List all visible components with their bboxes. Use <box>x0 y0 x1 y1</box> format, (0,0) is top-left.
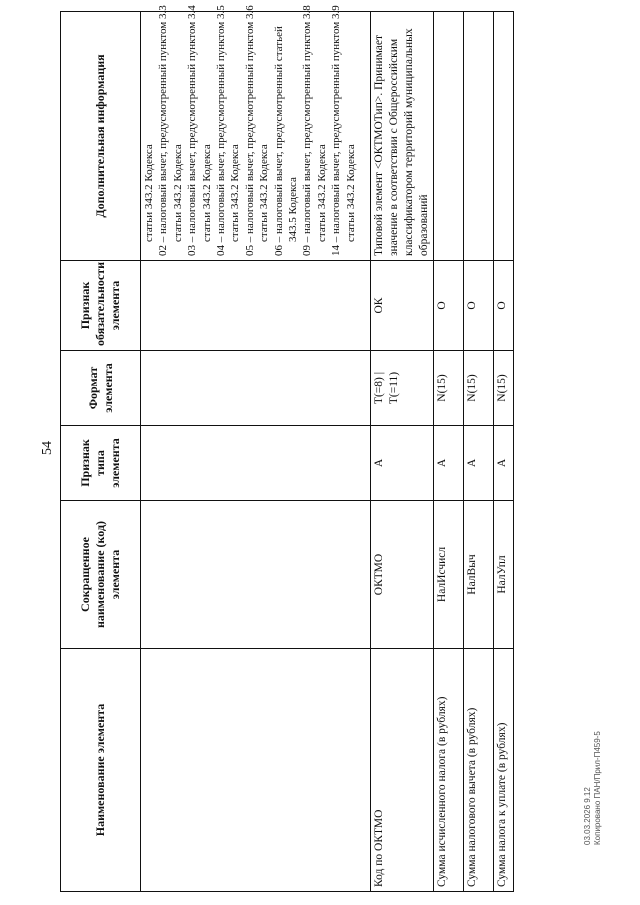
row-type: А <box>434 426 464 501</box>
row-format: N(15) <box>494 351 514 426</box>
rotated-table-container <box>60 5 508 892</box>
header-row <box>61 12 141 892</box>
header-format: Формат элемента <box>61 351 141 426</box>
continuation-row <box>141 12 371 892</box>
row-info <box>434 12 464 261</box>
table-row <box>494 12 514 892</box>
info-line: 343.5 Кодекса <box>287 177 300 242</box>
header-code: Сокращенное наименование (код) элемента <box>61 501 141 649</box>
info-line: 02 – налоговый вычет, предусмотренный пунктом 3.3 <box>157 5 170 256</box>
info-line: статьи 343.2 Кодекса <box>171 144 184 242</box>
row-format: T(=8) | T(=11) <box>371 351 434 426</box>
table-row <box>464 12 494 892</box>
info-line: статьи 343.2 Кодекса <box>200 144 213 242</box>
info-line: 09 – налоговый вычет, предусмотренный пунктом 3.8 <box>301 5 314 256</box>
row-required: О <box>434 261 464 351</box>
header-info: Дополнительная информация <box>61 12 141 261</box>
continuation-info <box>141 5 371 261</box>
row-type: А <box>494 426 514 501</box>
row-info: Типовой элемент <ОКТМОТип>. Принимает значение в соответствии с Общероссийским классификатором территорий муниципальных образований <box>371 12 434 261</box>
table-row <box>371 12 434 892</box>
row-name: Код по ОКТМО <box>371 649 434 892</box>
elements-table <box>60 5 514 892</box>
page-number: 54 <box>40 441 55 455</box>
info-line: статьи 343.2 Кодекса <box>344 144 357 242</box>
footer-stamp <box>583 731 603 845</box>
info-line: 06 – налоговый вычет, предусмотренный статьей <box>272 26 285 256</box>
row-required: О <box>464 261 494 351</box>
footer-copy-note: Копировано ПАН/Прил-П459-5 <box>593 731 602 845</box>
info-line: 05 – налоговый вычет, предусмотренный пунктом 3.6 <box>243 5 256 256</box>
info-line: статьи 343.2 Кодекса <box>315 144 328 242</box>
row-type: А <box>371 426 434 501</box>
row-info <box>494 12 514 261</box>
row-info <box>464 12 494 261</box>
row-format: N(15) <box>434 351 464 426</box>
row-name: Сумма налога к уплате (в рублях) <box>494 649 514 892</box>
row-name: Сумма исчисленного налога (в рублях) <box>434 649 464 892</box>
info-line: 14 – налоговый вычет, предусмотренный пунктом 3.9 <box>330 5 343 256</box>
row-type: А <box>464 426 494 501</box>
row-code: ОКТМО <box>371 501 434 649</box>
row-code: НалВыч <box>464 501 494 649</box>
info-line: 04 – налоговый вычет, предусмотренный пунктом 3.5 <box>215 5 228 256</box>
info-line: 03 – налоговый вычет, предусмотренный пунктом 3.4 <box>186 5 199 256</box>
footer-date: 03.03.2026 9.12 <box>583 787 592 845</box>
row-required: О <box>494 261 514 351</box>
header-required: Признак обязательности элемента <box>61 261 141 351</box>
row-code: НалУпл <box>494 501 514 649</box>
row-name: Сумма налогового вычета (в рублях) <box>464 649 494 892</box>
header-name: Наименование элемента <box>61 649 141 892</box>
row-required: ОК <box>371 261 434 351</box>
header-type: Признак типа элемента <box>61 426 141 501</box>
info-line: статьи 343.2 Кодекса <box>143 144 155 242</box>
info-line: статьи 343.2 Кодекса <box>258 144 271 242</box>
row-format: N(15) <box>464 351 494 426</box>
table-row <box>434 12 464 892</box>
row-code: НалИсчисл <box>434 501 464 649</box>
info-line: статьи 343.2 Кодекса <box>229 144 242 242</box>
